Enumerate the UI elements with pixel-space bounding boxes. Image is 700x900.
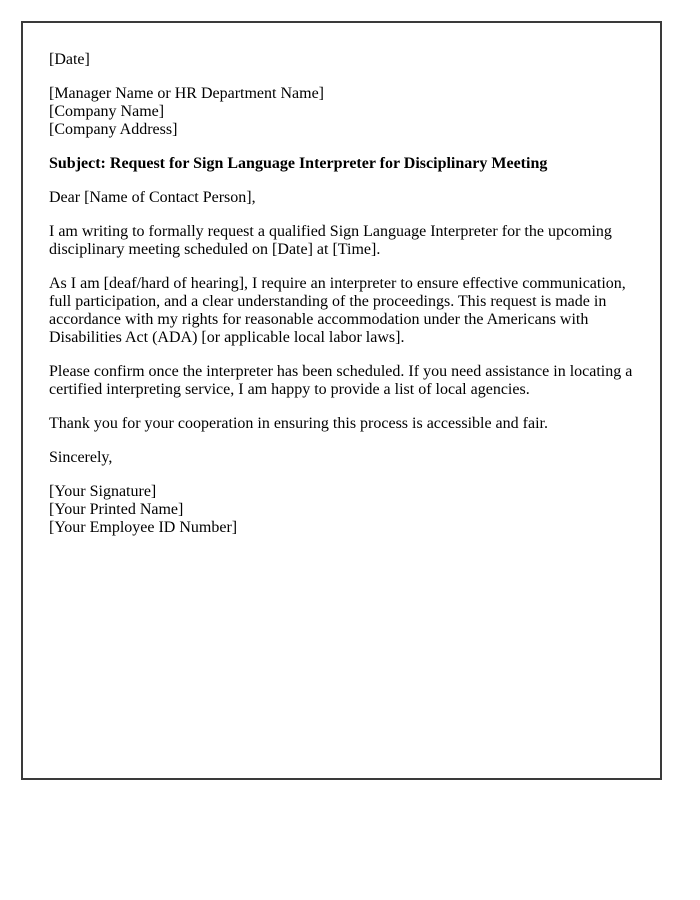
letter-document <box>21 21 662 780</box>
body-paragraph-3: Please confirm once the interpreter has been scheduled. If you need assistance in locating a certified interpreting service, I am happy to provide a list of local agencies. <box>49 363 633 398</box>
closing-line: Sincerely, <box>49 449 113 466</box>
body-paragraph-2: As I am [deaf/hard of hearing], I require an interpreter to ensure effective communication, full participation, and a clear understanding of the proceedings. This request is made in accordance with my rights for reasonable accommodation under the Americans with Disabilities Act (ADA) [or applicable local labor laws]. <box>49 275 626 346</box>
company-name-line: [Company Name] <box>49 103 165 120</box>
company-address-line: [Company Address] <box>49 121 178 138</box>
printed-name-line: [Your Printed Name] <box>49 501 184 518</box>
employee-id-line: [Your Employee ID Number] <box>49 519 238 536</box>
subject-line: Subject: Request for Sign Language Interpreter for Disciplinary Meeting <box>49 155 548 172</box>
recipient-name-line: [Manager Name or HR Department Name] <box>49 85 324 102</box>
date-line: [Date] <box>49 51 90 68</box>
signature-block <box>49 483 634 537</box>
body-paragraph-1: I am writing to formally request a qualified Sign Language Interpreter for the upcoming disciplinary meeting scheduled on [Date] at [Time]. <box>49 223 612 258</box>
salutation: Dear [Name of Contact Person], <box>49 189 256 206</box>
body-paragraph-4: Thank you for your cooperation in ensuring this process is accessible and fair. <box>49 415 548 432</box>
recipient-block <box>49 85 634 139</box>
signature-line: [Your Signature] <box>49 483 157 500</box>
